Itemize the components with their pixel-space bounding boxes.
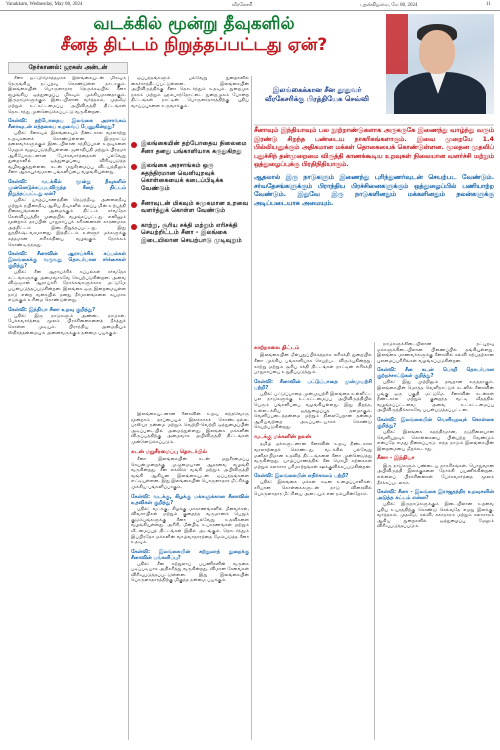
body-paragraph: இரு நாடுகளும் பண்டைய நாகரிகங்கள். பொதுவான அபிவிருத்தி இலக்குகளை நோக்கி பயணிக்கின்றன. எல்லைப் பிரச்சினைகள் பேச்சுவார்த்தை மூலம் தீர்க்கப்படலாம். <box>377 463 494 486</box>
bullet-dot-icon <box>131 142 137 148</box>
bullet-text: சீனாவுடன் மிகவும் சுமுகமான உறவை வளர்த்துக் கொள்ள வேண்டும் <box>141 199 249 215</box>
bullet-item <box>131 222 249 245</box>
bullet-item <box>131 140 249 155</box>
bullet-text: இலங்கை அரசாங்கம் ஒரு சுதந்திரமான வெளியுறவுக் கொள்கையைக் கடைப்பிடிக்க வேண்டும் <box>141 162 224 192</box>
column-3 <box>254 342 372 740</box>
question-heading: கேள்வி: சீனா - இலங்கை இராஜதந்திர உறவுகளின் அடுத்த கட்டம் என்ன? <box>377 489 494 502</box>
bullet-text: இலங்கையின் தற்போதைய நிலைமை சீனா தனது பங்காளியாக கருதுகிறது <box>141 140 247 155</box>
subheading: வடக்கு மக்களின் நலன் <box>254 433 311 440</box>
body-paragraph: பதில்: யாழ்ப்பாணத்தின் நெடுந்தீவு, அனலைதீவு மற்றும் நயினாதீவு ஆகிய தீவுகளில் கலப்பு மின் உற்பத்தி நிலையங்களை அமைக்கும் திட்டம் சர்வதேச கேள்விப்பத்திர முறையில் வழங்கப்பட்டது. எனினும் மூன்றாம் தரப்பின் பாதுகாப்புக் கரிசனைகள் காரணமாக அத்திட்டம் இடைநிறுத்தப்பட்டது. இது துரதிர்ஷ்டவசமானது. இத்திட்டம் உள்ளூர் மக்களுக்கு சுத்தமான எரிசக்தியை வழங்கும் நோக்கம் கொண்டிருந்தது. <box>8 197 126 248</box>
question-heading: கேள்வி: தற்போதைய இலங்கை அரசாங்கம் சீனாவுடன் எத்தகைய உறவைப் பேணுகின்றது? <box>8 118 126 131</box>
body-paragraph: இலங்கையுடனான சீனாவின் உறவு எந்தவொரு மூன்றாம் தரப்பையும் இலக்காகக் கொண்டதல்ல. பரஸ்பர நன்மை மற்றும் வெற்றி-வெற்றி ஒத்துழைப்பின் அடிப்படையில் அமைந்துள்ளது. இலங்கை மக்களின் விருப்பத்திற்கு அமைவாக அபிவிருத்தி திட்டங்கள் முன்னெடுக்கப்படும். <box>131 412 249 445</box>
headline <box>8 14 380 56</box>
byline: நேர்காணல்: ஜரசுஸ் அன்டன் <box>8 62 128 74</box>
body-paragraph: பதில்: இலங்கை மக்கள் கடின உழைப்பாளிகள். சரியான கொள்கைகளுடன் நாடு விரைவில் பொருளாதார மீட்சியை அடையும் என நம்புகின்றோம். <box>254 480 372 497</box>
question-heading: கேள்வி: இந்தியா சீனா உறவு குறித்து? <box>8 306 96 313</box>
column-divider <box>374 342 375 740</box>
pull-quote-blue: ஆதலால் இரு நாடுகளும் இணைந்து புரிந்துணர்வுடன் செயற்பட வேண்டும். சர்வதேசங்களுக்கும் பிராந்திய பிரச்சினைகளுக்கும் ஒத்துழைப்பில் பணியாற்ற வேண்டும். இதுவே இரு நாடுகளினதும் மக்களினதும் நலன்களுக்கு அடிப்படையாக அமையும். <box>254 172 494 207</box>
body-paragraph: பதில்: வடக்கு, கிழக்கு மாகாணங்களில் மீனவர்கள், விவசாயிகள் மற்றும் குறைந்த வருமானம் பெறும் குடும்பங்களுக்கு சீனா பல்வேறு உதவிகளை வழங்கியுள்ளது. அரிசி, மீன்பிடி உபகரணங்கள் மற்றும் வீடமைப்புத் திட்டங்கள் இதில் அடங்கும். தொடர்ந்தும் இப்பிரதேச மக்களின் வாழ்வாதாரத்தை மேம்படுத்த சீனா உதவும். <box>131 506 249 546</box>
body-paragraph: நாடுகளுக்கிடையிலான நட்புறவு மக்களுக்கிடையிலான பிணைப்பில் தங்கியுள்ளது. இலங்கை மாணவர்களுக்கு சீனாவில் கல்வி கற்பதற்கான புலமைப்பரிசில்கள் வழங்கப்படுகின்றன. <box>377 342 494 364</box>
question-heading: கேள்வி: வடக்கு, கிழக்கு மக்களுக்கான சீனாவின் உதவிகள் குறித்து? <box>131 493 249 506</box>
highlight-bullets <box>131 140 249 410</box>
header-center: வீரகேசரி <box>232 3 253 8</box>
body-paragraph: பதில்: சீன ஆராய்ச்சிக் கப்பல்கள் சர்வதேச சட்டங்களுக்கு அமைவாகவே செயற்படுகின்றன. அவை விஞ்ஞான ஆராய்ச்சி நோக்கங்களுக்காக மட்டுமே பயன்படுத்தப்படுகின்றன. இலங்கை ஒரு இறைமையுள்ள நாடு என்ற வகையில் தனது தீர்மானங்களை சுயமாக எடுக்கும் உரிமை கொண்டுள்ளது. <box>8 270 126 304</box>
page-header <box>0 0 500 11</box>
headline-line1: வடக்கில் மூன்று தீவுகளில் <box>93 14 295 34</box>
bullet-item <box>131 162 249 192</box>
body-paragraph: தமிழ் மக்களுடனான சீனாவின் உறவு நீண்டகால வரலாற்றைக் கொண்டது. வடக்கில் பல்வேறு மனிதாபிமான உதவித் திட்டங்களை சீனா முன்னெடுத்து வருகின்றது. யாழ்ப்பாணத்தில் சீன மொழி கற்கைகள் மற்றும் கலாசார பரிமாற்றங்கள் ஊக்குவிக்கப்படுகின்றன. <box>254 442 372 470</box>
headline-line2: சீனத் திட்டம் நிறுத்தப்பட்டது ஏன்? <box>60 35 328 55</box>
subheading: காற்றாலை திட்டம் <box>254 345 300 351</box>
question-heading: கேள்வி: சீனாவின் பட்டுப்பாதை முன்முயற்சி பற்றி? <box>254 378 372 391</box>
face-shape <box>419 30 455 74</box>
pull-quote <box>254 124 494 340</box>
interview-heading: இலங்கைக்கான சீன தூதுவர் வீரகேசரிக்கு பிரத்தியேக செவ்வி <box>265 86 369 103</box>
body-paragraph: பதில்: இது முற்றிலும் தவறான கருத்தாகும். இலங்கையின் மொத்த வெளிநாட்டுக் கடனில் சீனாவின் பங்கு ஒரு பகுதி மட்டுமே. சீனாவின் கடன்கள் நீண்டகால மற்றும் குறைந்த வட்டி வீதத்தில் வழங்கப்பட்டவை. அவை உட்கட்டமைப்பு அபிவிருத்திக்காகவே பயன்படுத்தப்பட்டன. <box>377 380 494 414</box>
body-paragraph: சீனா ஒட்டுமொத்தமாக இலங்கையுடன் மிகவும் நெருங்கிய நட்புறவு கொண்டுள்ள நாடாகும். இலங்கையின் பொருளாதார நெருக்கடியில் சீனா வழங்கிய ஒத்துழைப்பு மிகவும் முக்கியமானதாகும். இருநாடுகளுக்கும் இடையிலான வர்த்தகம், முதலீடு மற்றும் உட்கட்டமைப்பு அபிவிருத்தி திட்டங்கள் தொடர்ந்து முன்னெடுக்கப்பட்டு வருகின்றன. <box>8 76 126 115</box>
header-left: Vanakkam, Wednesday, May 08, 2024 <box>6 2 83 7</box>
body-paragraph: சீனா இலங்கையின் கடன் மறுசீரமைப்பு செயன்முறைக்கு முழுமையான ஆதரவை வழங்கி வருகின்றது. சீன எக்ஸிம் வங்கி மற்றும் அபிவிருத்தி வங்கி ஆகியன இலங்கையுடன் ஒப்பந்தங்களை எட்டியுள்ளன. இது இலங்கையின் பொருளாதார மீட்சிக்கு முக்கிய பங்களிப்பாகும். <box>131 456 249 490</box>
bullet-dot-icon <box>131 224 137 230</box>
body-paragraph: பதில்: சீனாவும் இலங்கையும் நீண்டகால வரலாற்று உறவுகளைக் கொண்டுள்ளன. இருநாட்டு தலைவர்களுக்கும் இடையிலான சந்திப்புகள் உறவுகளை மேலும் வலுப்படுத்தியுள்ளன. ஜனாதிபதி மற்றும் பிரதமர் ஆகியோருடனான பேச்சுவார்த்தைகள் பல்வேறு துறைகளில் ஒத்துழைப்பை விரிவுபடுத்த வழிவகுத்துள்ளன. கடன் மறுசீரமைப்பு விடயத்திலும் சீனா ஆக்கபூர்வமான பங்களிப்பை வழங்கியுள்ளது. <box>8 131 126 176</box>
body-paragraph: பதில்: இருநாடுகளுக்கும் இடையிலான உறவை புதிய உயரத்திற்கு கொண்டு செல்வதே எமது இலக்கு. வர்த்தகம், முதலீடு, கல்வி, சுகாதாரம் மற்றும் கலாசாரம் ஆகிய துறைகளில் ஒத்துழைப்பு மேலும் விரிவுபடுத்தப்படும். <box>377 502 494 530</box>
column-2 <box>131 76 249 138</box>
body-paragraph: பதில்: இரு நாடுகளும் அண்டை நாடுகள். பேச்சுவார்த்தை மூலம் பிரச்சினைகளைத் தீர்த்துக் கொள்ள முடியும். பிராந்திய அமைதியும் ஸ்திரத்தன்மையும் அனைவருக்கும் நன்மை பயக்கும். <box>8 313 126 336</box>
body-paragraph: இலங்கையின் மீள்புதுப்பிக்கத்தக்க எரிசக்தி துறையில் சீனா முக்கிய பங்காளியாக செயற்பட விரும்புகின்றது. காற்று மற்றும் சூரிய சக்தி திட்டங்கள் நாட்டின் எரிசக்தி பாதுகாப்பை உறுதிப்படுத்தும். <box>254 353 372 376</box>
body-paragraph: பதில்: இலங்கை சுதந்திரமான, நடுநிலையான வெளியுறவுக் கொள்கையை பின்பற்ற வேண்டும் என்பதே எமது நிலைப்பாடு. எந்த நாடும் இலங்கையின் இறைமையை மீறக்கூடாது. <box>377 429 494 452</box>
bullet-dot-icon <box>131 202 137 208</box>
pull-quote-red: சீனாவும் இந்தியாவும் பல நூற்றாண்டுகளாக அருகருகே இணைந்து வாழ்ந்து வரும் இரண்டு சிறந்த பண்டைய நாகரிகங்களாகும். இவை முறையே 1.4 பில்லியனுக்கும் அதிகமான மக்கள் தொகையைக் கொண்டுள்ளன. மூலதன முதலிப் புதுச்சிந் தன்முறைமை விருத்தி காணக்கூடிய உறவுகள் நிலையான வளர்ச்சி மற்றும் ஒத்துழைப்புக்கு பிரதிநிதியாகும். <box>254 126 494 169</box>
body-paragraph: ஒப்பந்தங்களும் பல்வேறு துறைகளில் கைச்சாத்திடப்பட்டுள்ளன. இலங்கையின் அபிவிருத்திக்கு சீனா தொடர்ந்தும் உதவும். துறைமுக நகரம் மற்றும் ஹம்பாந்தோட்டை துறைமுகம் போன்ற திட்டங்கள் நாட்டின் பொருளாதாரத்திற்கு புதிய வாய்ப்புகளை உருவாக்கும். <box>131 76 249 109</box>
ambassador-photo <box>386 14 494 114</box>
column-1 <box>8 76 126 740</box>
question-heading: கேள்வி: சீன கடன் பொறி தொடர்பான குற்றச்சாட்டுகள் குறித்து? <box>377 367 494 380</box>
bullet-item <box>131 200 249 215</box>
bullet-dot-icon <box>131 164 137 170</box>
question-heading: கேள்வி: வடக்கில் மூன்று தீவுகளில் முன்னெடுக்கப்படவிருந்த சீனத் திட்டம் நிறுத்தப்பட்டது ஏன்? <box>8 178 126 197</box>
column-2-lower <box>131 412 249 740</box>
subheading: கடன் மறுசீரமைப்பு தொடர்பில் <box>131 448 207 455</box>
column-4 <box>377 342 494 740</box>
bullet-text: காற்று, சூரிய சக்தி மற்றும் எரிசக்தி செயற்றிட்டம் சீனா - இலங்கை இடையிலான செயற்பாடு முடிவுறும் <box>141 221 242 244</box>
column-divider <box>251 76 252 740</box>
header-right: புதன்கிழமை, மே 08, 2024 <box>360 3 418 8</box>
header-page: 11 <box>486 2 491 7</box>
question-heading: கேள்வி: சீனாவின் ஆராய்ச்சிக் கப்பல்கள் இலங்கைக்கு வருவது தொடர்பான சர்ச்சைகள் குறித்து? <box>8 251 126 270</box>
question-heading: கேள்வி: இலங்கையின் சுற்றுலாத் துறைக்கு சீனாவின் பங்களிப்பு? <box>131 548 249 561</box>
question-heading: கேள்வி: இலங்கையின் எதிர்காலம் பற்றி? <box>254 473 349 480</box>
body-paragraph: பதில்: பட்டுப்பாதை முன்முயற்சி இலங்கை உள்ளிட்ட பல நாடுகளுக்கு உட்கட்டமைப்பு அபிவிருத்தியில் பெரும் பங்களிப்பை வழங்கியுள்ளது. இது திறந்த, உள்ளடக்கிய ஒத்துழைப்புத் தளமாகும். வெளிப்படைத்தன்மை மற்றும் நிலைபேறான தன்மை ஆகியவற்றை அடிப்படையாகக் கொண்டு செயற்படுகின்றது. <box>254 391 372 431</box>
column-divider <box>128 76 129 740</box>
subheading: சீனா - இந்தியா <box>377 455 415 462</box>
flag-shape <box>386 14 408 74</box>
body-paragraph: பதில்: சீன சுற்றுலாப் பயணிகளின் வருகை படிப்படியாக அதிகரித்து வருகின்றது. விமான சேவைகள் விரிவுபடுத்தப்பட்டுள்ளன. இது இலங்கையின் பொருளாதாரத்திற்கு மிகுந்த நன்மை பயக்கும். <box>131 561 249 584</box>
question-heading: கேள்வி: இலங்கையின் வெளியுறவுக் கொள்கை குறித்து? <box>377 416 494 429</box>
